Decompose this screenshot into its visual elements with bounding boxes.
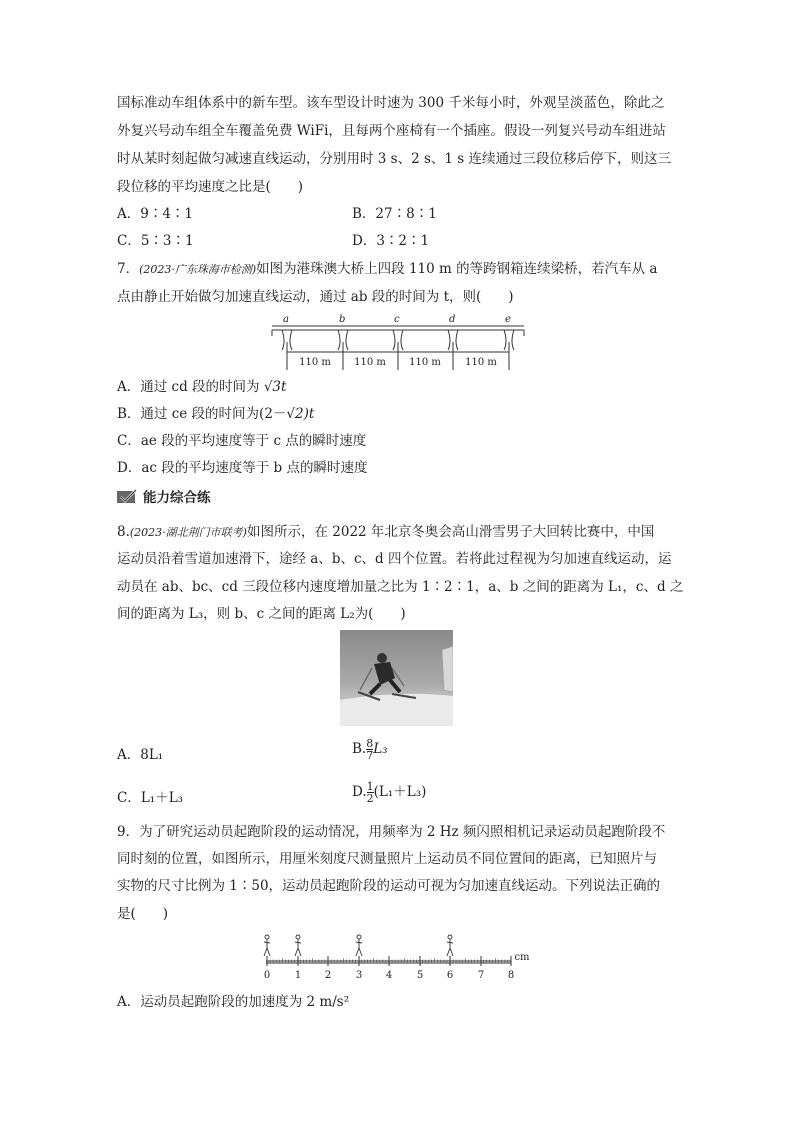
q7-line-2: 点由静止开始做匀加速直线运动，通过 ab 段的时间为 t，则( ): [117, 289, 514, 305]
ruler-tick-2: 2: [324, 970, 332, 981]
ruler-tick-0: 0: [263, 970, 271, 981]
ruler-tick-7: 7: [477, 970, 485, 981]
q6-line-1: 国标准动车组体系中的新车型。该车型设计时速为 300 千米每小时，外观呈淡蓝色，除此之: [117, 95, 665, 111]
q9-line-4: 是( ): [117, 906, 169, 922]
section-header: [117, 486, 211, 506]
q6-option-b: B．27∶8∶1: [352, 206, 437, 222]
checklist-icon: [117, 489, 137, 504]
q7-option-b: B．通过 ce 段的时间为(2－√2)t: [117, 406, 315, 422]
q6-option-c: C．5∶3∶1: [117, 233, 194, 249]
skier-photo: [340, 630, 453, 726]
q9-line-1: 9．为了研究运动员起跑阶段的运动情况，用频率为 2 Hz 频闪照相机记录运动员起跑阶段不: [117, 824, 666, 840]
bridge-label-a: a: [283, 314, 289, 325]
ruler-tick-5: 5: [416, 970, 424, 981]
ruler-tick-8: 8: [507, 970, 515, 981]
q8-line-2: 运动员沿着雪道加速滑下，途经 a、b、c、d 四个位置。若将此过程视为匀加速直线运动，运: [117, 551, 672, 567]
q6-option-a: A．9∶4∶1: [117, 206, 194, 222]
bridge-label-d: d: [449, 314, 456, 325]
bridge-diagram: [268, 312, 528, 372]
q8-line-3: 动员在 ab、bc、cd 三段位移内速度增加量之比为 1∶2∶1，a、b 之间的距离为 L₁，c、d 之: [117, 579, 684, 595]
runner-figures: [264, 935, 453, 956]
q6-option-d: D．3∶2∶1: [352, 233, 430, 249]
q9-line-2: 同时刻的位置，如图所示，用厘米刻度尺测量照片上运动员不同位置间的距离，已知照片与: [117, 851, 657, 867]
ruler-tick-6: 6: [446, 970, 454, 981]
q8-line-4: 间的距离为 L₃，则 b、c 之间的距离 L₂为( ): [117, 606, 406, 622]
q7-number: 7．: [117, 261, 140, 277]
q8-option-d: D. $\frac{1}{2}$ (L₁＋L₃): [352, 780, 427, 805]
q6-line-4: 段位移的平均速度之比是( ): [117, 179, 304, 195]
bridge-span-3: 110 m: [409, 357, 441, 368]
bridge-label-e: e: [505, 314, 511, 325]
ruler-diagram: [258, 930, 533, 985]
q8-option-b: B. $\frac{8}{7}$ L₃: [352, 737, 388, 762]
ruler-tick-4: 4: [385, 970, 393, 981]
q6-line-3: 时从某时刻起做匀减速直线运动，分别用时 3 s、2 s、1 s 连续通过三段位移后停下，则这三: [117, 151, 672, 167]
ruler-tick-1: 1: [294, 970, 302, 981]
q8-option-a: A．8L₁: [117, 747, 164, 763]
q8-line-1: 8.(2023·湖北荆门市联考)如图所示，在 2022 年北京冬奥会高山滑雪男子大回转比赛中，中国: [117, 524, 655, 540]
bridge-label-b: b: [339, 314, 346, 325]
ruler-unit: cm: [514, 952, 530, 963]
q7-option-c: C．ae 段的平均速度等于 c 点的瞬时速度: [117, 433, 367, 449]
q9-option-a: A．运动员起跑阶段的加速度为 2 m/s²: [117, 994, 350, 1010]
q7-option-a: A．通过 cd 段的时间为 √3t: [117, 379, 287, 395]
q8-option-c: C．L₁＋L₃: [117, 790, 184, 806]
ruler-tick-3: 3: [355, 970, 363, 981]
bridge-span-4: 110 m: [465, 357, 497, 368]
section-title: 能力综合练: [143, 490, 211, 506]
bridge-span-2: 110 m: [354, 357, 386, 368]
q7-source: (2023·广东珠海市检测): [139, 263, 257, 276]
q8-source: (2023·湖北荆门市联考): [129, 526, 247, 539]
q9-line-3: 实物的尺寸比例为 1∶50，运动员起跑阶段的运动可视为匀加速直线运动。下列说法正确的: [117, 878, 661, 894]
q6-line-2: 外复兴号动车组全车覆盖免费 WiFi，且每两个座椅有一个插座。假设一列复兴号动车组进站: [117, 123, 666, 139]
q7-line-1: [117, 259, 657, 280]
q7-line-1-text: 如图为港珠澳大桥上四段 110 m 的等跨钢箱连续梁桥，若汽车从 a: [256, 261, 658, 277]
q7-option-d: D．ac 段的平均速度等于 b 点的瞬时速度: [117, 460, 368, 476]
bridge-span-1: 110 m: [299, 357, 331, 368]
bridge-label-c: c: [394, 314, 400, 325]
